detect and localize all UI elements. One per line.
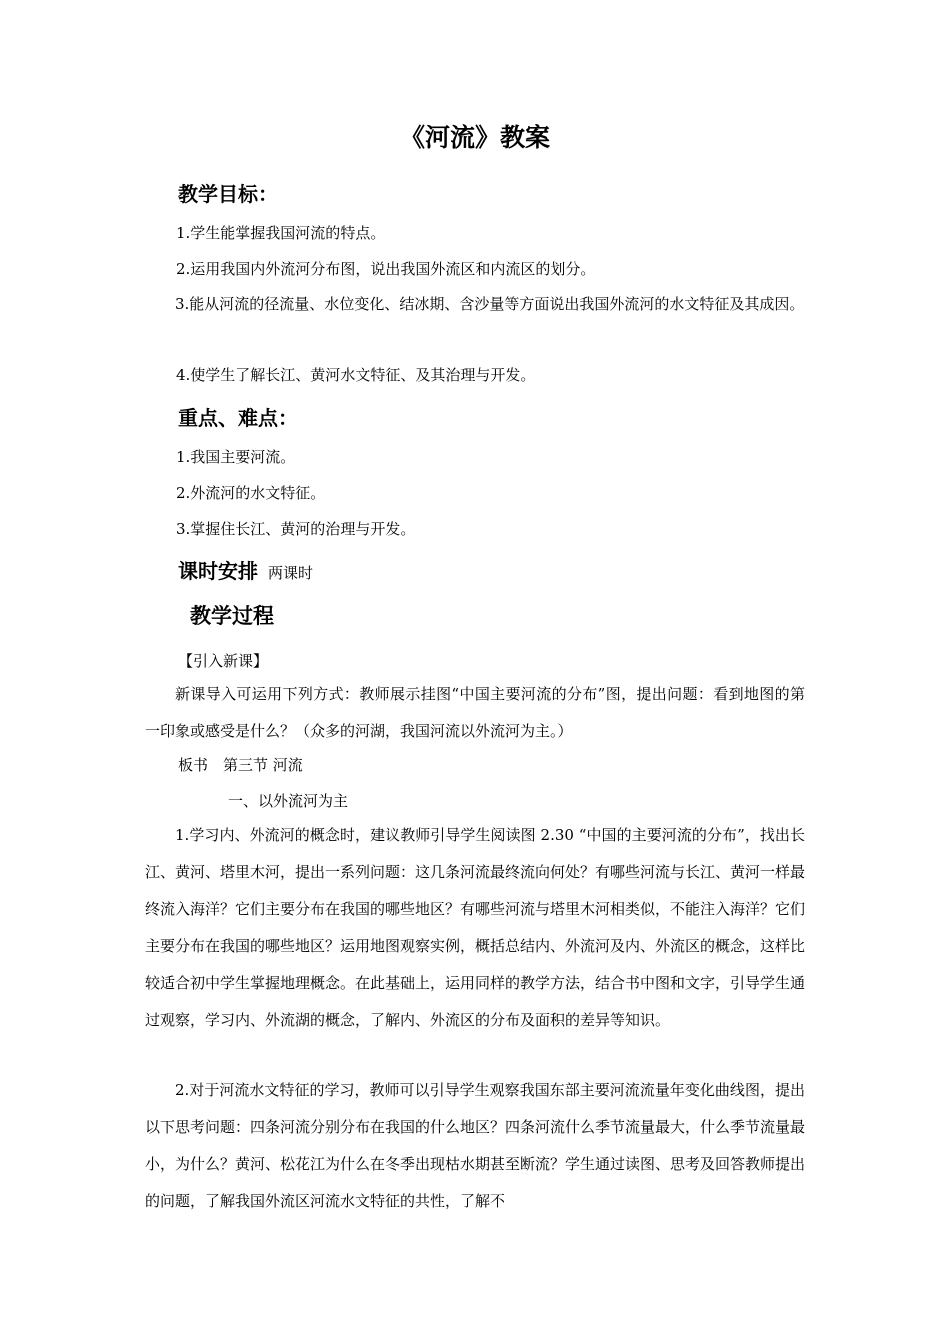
key-item-1: 1.我国主要河流。	[176, 448, 296, 466]
key-item-3: 3.掌握住长江、黄河的治理与开发。	[176, 520, 416, 538]
intro-paragraph: 新课导入可运用下列方式：教师展示挂图“中国主要河流的分布”图，提出问题：看到地图的第一印象或感受是什么？（众多的河湖，我国河流以外流河为主。）	[145, 685, 805, 740]
key-points-heading: 重点、难点：	[178, 406, 298, 430]
intro-label: 【引入新课】	[178, 652, 269, 670]
paragraph-1: 1.学习内、外流河的概念时，建议教师引导学生阅读图 2.30 “中国的主要河流的分布”，找出长江、黄河、塔里木河，提出一系列问题：这几条河流最终流向何处？有哪些河流与长江、黄河一样最终流入海洋？它们主要分布在我国的哪些地区？有哪些河流与塔里木河相类似，不能注入海洋？它们主要分布在我国的哪些地区？运用地图观察实例，概括总结内、外流河及内、外流区的概念，这样比较适合初中学生掌握地理概念。在此基础上，运用同样的教学方法，结合书中图和文字，引导学生通过观察，学习内、外流湖的概念，了解内、外流区的分布及面积的差异等知识。	[145, 826, 806, 1029]
board-line: 板书 第三节 河流	[178, 756, 303, 774]
goal-item-1: 1.学生能掌握我国河流的特点。	[176, 224, 386, 242]
goal-item-4: 4.使学生了解长江、黄河水文特征、及其治理与开发。	[176, 366, 536, 384]
goal-item-2: 2.运用我国内外流河分布图，说出我国外流区和内流区的划分。	[176, 260, 596, 278]
paragraph-2: 2.对于河流水文特征的学习，教师可以引导学生观察我国东部主要河流流量年变化曲线图，提出以下思考问题：四条河流分别分布在我国的什么地区？四条河流什么季节流量最大，什么季节流量最小，为什么？黄河、松花江为什么在冬季出现枯水期甚至断流？学生通过读图、思考及回答教师提出的问题，了解我国外流区河流水文特征的共性，了解不	[145, 1081, 806, 1210]
document-title: 《河流》教案	[399, 123, 550, 152]
goals-heading: 教学目标：	[178, 182, 278, 206]
schedule-value: 两课时	[268, 564, 314, 582]
key-item-2: 2.外流河的水文特征。	[176, 484, 326, 502]
section-one-heading: 一、以外流河为主	[228, 792, 349, 810]
process-heading: 教学过程	[190, 604, 274, 628]
goal-item-3: 3.能从河流的径流量、水位变化、结冰期、含沙量等方面说出我国外流河的水文特征及其成因。	[175, 295, 805, 313]
schedule-heading: 课时安排	[178, 559, 258, 583]
schedule-row	[178, 555, 313, 584]
